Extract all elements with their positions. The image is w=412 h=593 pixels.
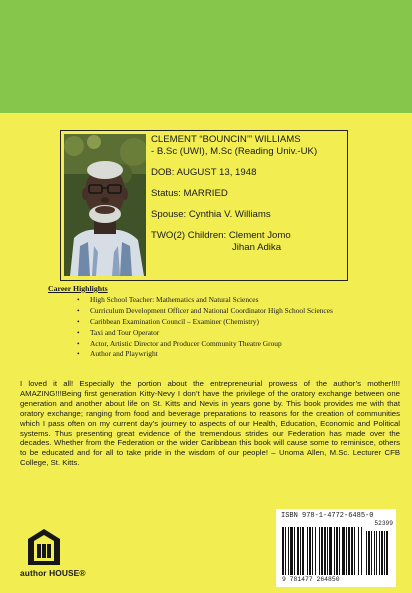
author-children: TWO(2) Children: Clement Jomo [151,230,291,241]
career-highlights [48,284,378,360]
barcode-number: 9 781477 264850 [282,576,340,583]
career-item: • Taxi and Tour Operator [90,328,378,337]
top-color-band [0,0,412,113]
barcode-supplement: 52399 [374,520,393,527]
author-portrait-image [64,134,146,276]
career-list [48,295,378,358]
career-item: • Caribbean Examination Council – Examiner (Chemistry) [90,317,378,326]
career-item: • High School Teacher: Mathematics and Natural Sciences [90,295,378,304]
author-degrees: - B.Sc (UWI), M.Sc (Reading Univ.-UK) [151,146,318,157]
isbn-barcode [276,509,396,587]
author-spouse: Spouse: Cynthia V. Williams [151,209,271,220]
author-name: CLEMENT “BOUNCIN’” WILLIAMS [151,134,301,145]
author-children-second: Jihan Adika [232,242,282,253]
career-title: Career Highlights [48,284,108,293]
career-item: • Actor, Artistic Director and Producer Community Theatre Group [90,339,378,348]
career-item: • Author and Playwright [90,349,378,358]
author-status: Status: MARRIED [151,188,228,199]
author-photo [64,134,146,276]
publisher-logo [20,528,90,582]
isbn-text: ISBN 978-1-4772-6485-0 [281,512,374,520]
career-item: • Curriculum Development Officer and National Coordinator High School Sciences [90,306,378,315]
testimonial-text: I loved it all! Especially the portion about the entrepreneurial prowess of the author’s mother!!!! AMAZING!!!Being first generation Kitty-Nevy I don’t have the privilege of the oratory exchange between one generation and another about life on St. Kitts and Nevis in years gone by. This book provides me with that oratory exchange; ranging from food and beverage preparations to reasons for the creation of communities which I pass often on my current day’s journey to aspects of our Health, Education, Economic and Political systems. Thus presenting great evidence of the tremendous strides our Federation has made over the decades. Whether from the Federation or the wider Caribbean this book will cause some to reminisce, others to be educated and for all to take pride in the wisdom of our people! – Unoma Allen, M.Sc. Lecturer CFB College, St. Kitts. [20,379,400,468]
barcode-bars [282,527,390,577]
authorhouse-logo-icon [27,528,61,566]
author-info [151,134,346,254]
publisher-name: author HOUSE® [20,568,86,578]
author-dob: DOB: AUGUST 13, 1948 [151,167,257,178]
